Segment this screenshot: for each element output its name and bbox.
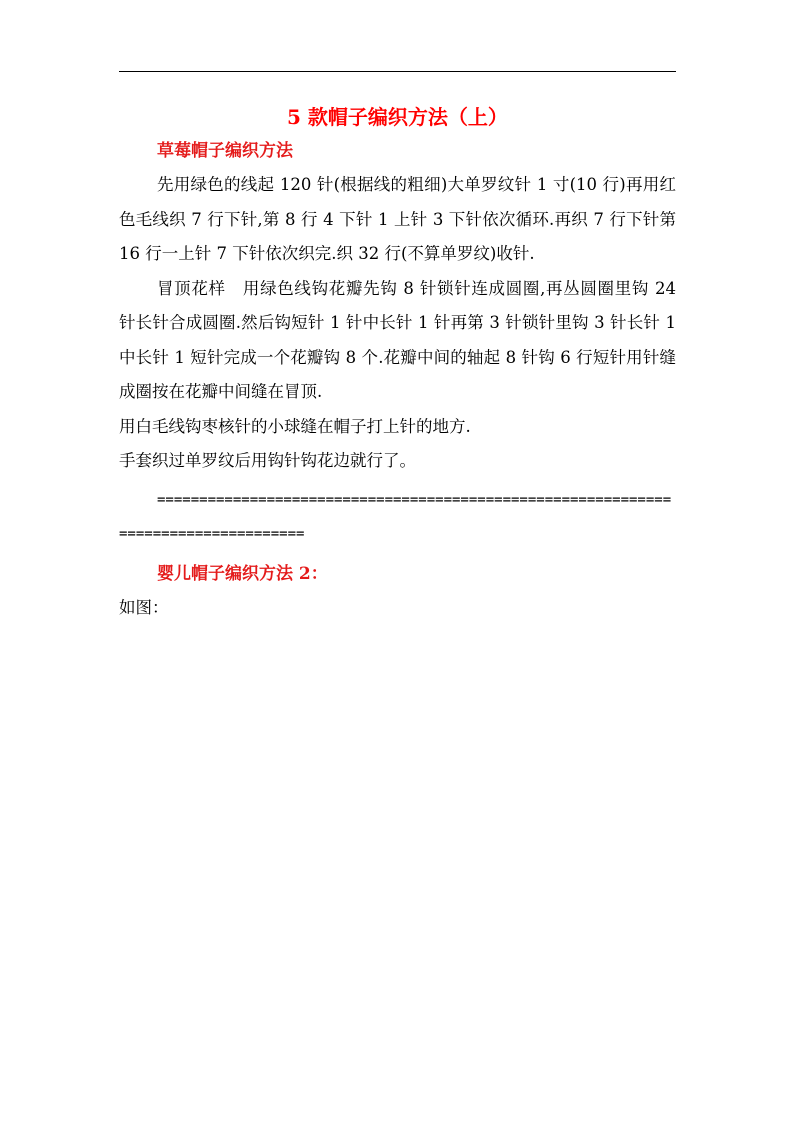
header-rule: [119, 71, 676, 72]
section-heading-strawberry-hat: 草莓帽子编织方法: [157, 141, 293, 161]
paragraph-crown-pattern: 冒顶花样 用绿色线钩花瓣先钩 8 针锁针连成圆圈,再丛圆圈里钩 24 针长针合成圆圈.然后钩短针 1 针中长针 1 针再第 3 针锁针里钩 3 针长针 1 中长针 1 短针完成一个花瓣钩 8 个.花瓣中间的轴起 8 针钩 6 行短针用针缝成圈按在花瓣中间缝在冒顶.: [119, 278, 676, 401]
document-title: 5 款帽子编织方法（上）: [287, 105, 508, 129]
paragraph-gloves: 手套织过单罗纹后用钩针钩花边就行了。: [119, 451, 416, 470]
paragraph-see-figure: 如图：: [119, 597, 169, 617]
section-heading-baby-hat: 婴儿帽子编织方法 2：: [157, 563, 328, 584]
section-separator: ===================================================================================: [119, 491, 672, 542]
paragraph-bobble-stitch: 用白毛线钩枣核针的小球缝在帽子打上针的地方.: [119, 416, 471, 436]
document-body: [119, 100, 676, 625]
paragraph-cast-on-instructions: 先用绿色的线起 120 针(根据线的粗细)大单罗纹针 1 寸(10 行)再用红色毛线织 7 行下针,第 8 行 4 下针 1 上针 3 下针依次循环.再织 7 行下针第 16 行一上针 7 下针依次织完.织 32 行(不算单罗纹)收针.: [119, 175, 676, 263]
